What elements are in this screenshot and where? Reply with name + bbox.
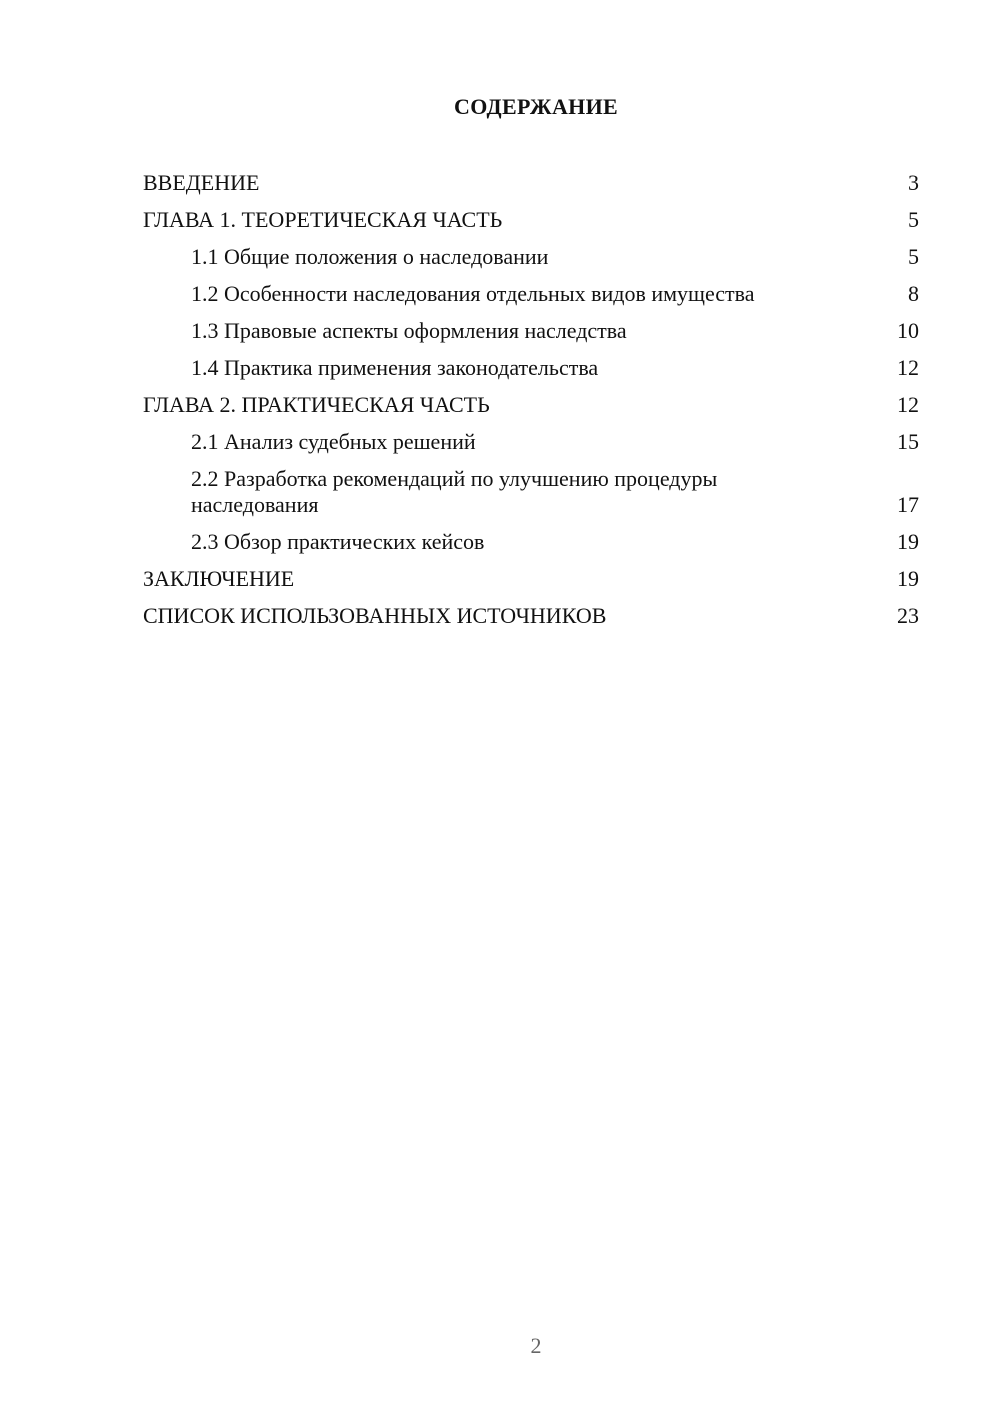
toc-entry-label: СПИСОК ИСПОЛЬЗОВАННЫХ ИСТОЧНИКОВ — [143, 603, 607, 628]
toc-entry-page: 10 — [897, 318, 919, 343]
toc-entry-section-1-1[interactable] — [143, 244, 919, 270]
toc-entry-section-1-4[interactable] — [143, 355, 919, 381]
toc-entry-label: 1.1 Общие положения о наследовании — [191, 244, 549, 269]
toc-entry-page: 5 — [908, 244, 919, 269]
toc-entry-conclusion[interactable] — [143, 566, 919, 592]
toc-entry-chapter-2[interactable] — [143, 392, 919, 418]
table-of-contents — [143, 170, 919, 640]
toc-entry-chapter-1[interactable] — [143, 207, 919, 233]
toc-entry-section-2-1[interactable] — [143, 429, 919, 455]
toc-entry-label: 1.2 Особенности наследования отдельных видов имущества — [191, 281, 755, 306]
toc-entry-page: 19 — [897, 529, 919, 554]
toc-entry-page: 23 — [897, 603, 919, 628]
page-number: 2 — [530, 1333, 542, 1358]
toc-entry-label: 2.2 Разработка рекомендаций по улучшению процедуры наследования — [191, 466, 718, 517]
toc-entry-label: ЗАКЛЮЧЕНИЕ — [143, 566, 295, 591]
page-title: СОДЕРЖАНИЕ — [454, 94, 618, 119]
toc-entry-page: 8 — [908, 281, 919, 306]
toc-entry-label: ГЛАВА 1. ТЕОРЕТИЧЕСКАЯ ЧАСТЬ — [143, 207, 503, 232]
toc-entry-label: 1.3 Правовые аспекты оформления наследства — [191, 318, 627, 343]
toc-entry-section-2-2[interactable] — [143, 466, 919, 518]
toc-entry-label: ГЛАВА 2. ПРАКТИЧЕСКАЯ ЧАСТЬ — [143, 392, 490, 417]
toc-entry-page: 19 — [897, 566, 919, 591]
toc-entry-page: 12 — [897, 392, 919, 417]
toc-entry-page: 17 — [897, 492, 919, 517]
toc-entry-label: 2.1 Анализ судебных решений — [191, 429, 476, 454]
toc-entry-label: 1.4 Практика применения законодательства — [191, 355, 599, 380]
toc-entry-page: 15 — [897, 429, 919, 454]
toc-entry-label: 2.3 Обзор практических кейсов — [191, 529, 485, 554]
toc-entry-references[interactable] — [143, 603, 919, 629]
toc-entry-page: 12 — [897, 355, 919, 380]
toc-entry-section-1-3[interactable] — [143, 318, 919, 344]
toc-entry-section-1-2[interactable] — [143, 281, 919, 307]
toc-entry-label: ВВЕДЕНИЕ — [143, 170, 260, 195]
toc-entry-introduction[interactable] — [143, 170, 919, 196]
toc-entry-page: 3 — [908, 170, 919, 195]
toc-entry-page: 5 — [908, 207, 919, 232]
toc-entry-section-2-3[interactable] — [143, 529, 919, 555]
